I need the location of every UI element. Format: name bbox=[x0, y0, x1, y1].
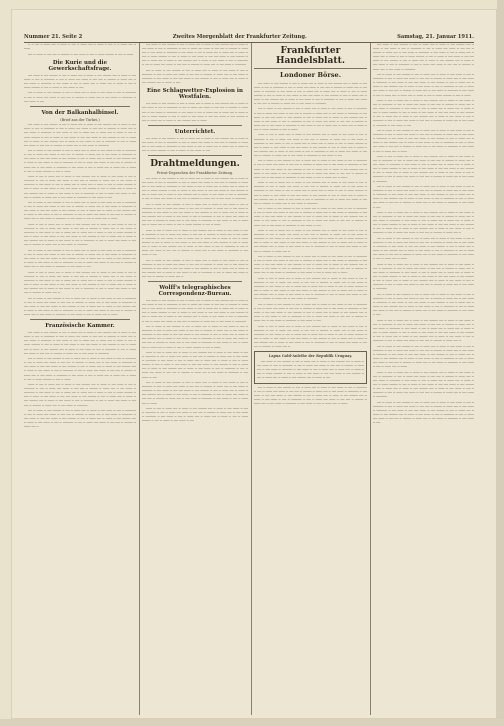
column-rule bbox=[251, 43, 252, 715]
headline-balkan: Von der Balkanhalbinsel. bbox=[41, 109, 119, 116]
running-head bbox=[24, 33, 474, 41]
headline-wolff: Wolff's telegraphisches Correspondenz-Bureau. bbox=[158, 285, 232, 298]
headline-unterrichtet: Unterrichtet. bbox=[174, 128, 216, 135]
headline-schlagwetter: Eine Schlagwetter-Explosion in Westfalen. bbox=[146, 88, 244, 101]
page-edge-bottom bbox=[0, 719, 504, 726]
column-3: Frankfurter Handelsblatt. Londoner Börse. ── ─── ─ ── ──── ─ ── ─ ─── ── ─ ─── ─ ── ──── ── ─ ─── ─ ── ─── ─ ── ─ ───── ─ ── ─ ─── ── ─── ─ ── ── ─ ──── ─ ─── ── ─ ── ─── ─ ───── ─ ── ─── ─ ── ─ ─── ── ─ ─── ── ─ ─── ─ ── ─ ─── ──── ─ ── ─ ─── ─ ── ─── ─ ── ── ─── ─ ── ──── ─ ── ─ ─── ── ─ ─── ─ ── ──── ── ─ ─── ─ ── ─── ─ ── ─ ───── ─ ── ─ ─── ── ─── ─ ── ── ─ ──── ─ ─── ── ─ ── ─── ─ ───── ── ─ ─── ─ ── ──── ─ ── ─ ─── ── ─ ─── ─ ── ─── ─ ── ─ ───── ─ ── ─ ─── ── ─── ─ ── ── ─ ──── ─ ─── ── ─ ── ─── ─ ───── ─ ── ─── ─ ── ── ─── ─ ── ──── ─ ── ─ ─── ── ─ ─── ─ ── ──── ── ─ ─── ─ ── ─── ─ ── ─ ───── ─ ── ─ ─── ── ─── ─ ── ── ─ ──── ─ ─── ── ─ ── ─── ─ ───── ─ ── ─── ─ ── ─ ─── ── ─ ─── ── ─ ─── ─ ── ─ ─── ──── ─ ── ─ ─── ─── ─ ── ─ ─── ── ─ ─── ─ ── ──── ── ─ ─── ─ ── ─── ─ ── ─ ───── ─ ── ─ ─── ── ─── ─ ── ── ─ ──── ─ ─── ── ─ ── ─── ─ ───── ─ ── ─── ─ ── ─ ─── ── ─ ─── ── ─ ─── ─ ── ─ ─── ──── ─ ── ─ ─── ─ ── ─── ─ ── ── ─── ─ ── ──── ─ ── ─ ─── ── ─ ─── ─ ── ──── ── ─ ─── ─ ── ─── ─ ── ─ ───── ─ ── ─ ─── ── ─── ─ ── ── ─ ──── ─ ─── ── ─ ── ─── ─ ───── ─ ── ─── ─ ── ── ─ ─── ─ ── ──── ─ ── ─ ─── ── ─ ─── ─ ── ─── ─ ── ─ ───── ─ ── ─ ─── ── ─── ─ ── ── ─ ──── ─ ─── ── ─ ── ─── ─ ───── ─ ── ─── ─ ── ── ─── ─ ── ──── ─ ── ─ ─── ── ─ ─── ─ ── ──── ── ─ ─── ─ ── ─── ─ ── ─ ───── ─ ── ─ ─── ── ─── ─ ── ── ─ ──── ─ ─── ── ─ ── ─── ─ ───── ─ ── ─── ─ ── ─ ─── ── ─ ─── ─── ─ ── ─ ─── ── ─ ─── ─ ── ──── ── ─ ─── ─ ── ─── ─ ── ─ ───── ─ ── ─ ─── ── ─── ─ ── ── ─ ──── ─ ─── ── ─ ── ─── ─ ───── ─ ── ─── ─ ── ─ ─── ── ─ ─── ── ─ ─── ─ ── ─ ─── ──── ─ ── ─ ─── ─ ── ─── ─ ── ── ─── ─ ── ──── ─ ── ─ ─── ── ─ ─── ─ ── ──── ── ─ ─── ─ ── ─── ─ ── ─ ───── ─ ── ─ ─── ── ─── ─ ── ── ─ ──── ─ ─── ── ─ ── ─── ─ ───── ── ─ ─── ─ ── ──── ─ ── ─ ─── ── ─ ─── ─ ── ─── ─ ── ─ ───── ─ ── ─ ─── ── ─── ─ ── ── ─ ──── ─ ─── ── ─ ── ─── ─ ───── ─ ── ─── ─ ── ── ─── ─ ── ──── ─ ── ─ ─── ── ─ ─── ─ ── ──── ── ─ ─── ─ ── ─── ─ ── ─ ───── ─ ── ─ ─── ── ─── ─ ── ── ─ ──── ─ ─── ── ─ ── ─── ─ ───── ─ ── ─── ─ ── ─── ─ ── ─ ─── ── ─ ─── ─ ── ──── ── ─ ─── ─ ── ─── ─ ── ─ ───── ─ ── ─ ─── ── ─── ─ ── ── ─ ──── ─ ─── ── ─ ── ─── ─ ───── ─ ── ─── ─ ── ─ ─── ── ─ ─── ── ─ ─── ─ ── ─ ─── ──── ─ ── ─ ─── ─ ── ─── ─ ── ── ─── ─ ── ──── ─ ── ─ ─── ── ─ ─── ─ ── ──── ── ─ ─── ─ ── ─── ─ ── ─ ───── ─ ── ─ ─── ── ─── ─ ── ── ─ ──── ─ ─── ── ─ ── ─ ─── ─ ── ──── ─ ── ─ ─── ── ─ ─── ─ ── ─── ─ ── ─ ───── ─ ── ─ ─── ── ─── ─ ── ── ─ ──── ─ ─── ── ─ ── ─── ─ ───── ─ ── ─── ─ ── ── ─── ─ ── ──── ─ ── ─ ─── ── ─ ─── ─ ── ──── ── ─ ─── ─ ── ─── ─ ── ─ ───── ─ ── ─ ─── ── ─── ─ ── ── ─ ──── ─ ─── ── ─ ── ─── ─ ───── ─ ── ─── ─ ── ─ ─── ── ─ ─── ─── ─ ── ─ ─── ── ─ ─── ─ ── ──── ── ─ ─── ─ ── ─── ─ ── ─ ───── ─ ── ─ ─── ── ─── ─ ── ── ─ ──── ─ ─── ── ─ ── ─── ─ ───── ─ ── ─── ─ ── ─ ─── ── ─ ─── ── ─ ─── ─ ── ─ ─── ──── ─ ── ─ ─── ─ ── ─── ─ ── ── ─── ─ ── ──── ─ ── ─ ─── ── ─ ─── ─ ── ──── ── ─ ─── ─ ── ─── ─ ── ─ ───── ─ ── ─ ─── ── ─── ─ ── ── ─ ──── ─ ─── ── ─ ── ─── ─ ───── ── ─ ─── ─ ── ──── ─ ── ─ ─── ── ─ ─── ─ ── ─── ─ ── ─ ───── ─ ── ─ ─── ── ─── ─ ── ── ─ ──── ─ ─── ── ─ ── ─── ─ ───── ─ ── ─── ─ ── ── ─── ─ ── ──── ─ ── ─ ─── ── ─ ─── ─ ── ──── ── ─ ─── ─ ── ─── ─ ── ─ ───── ─ ── ─ ─── ── ─── ─ ── ── ─ ──── ─ ─── ── ─ ── ─── ─ ───── ─ ── ─── ─ ── ─── ─ ── ─ ─── ── ─ ─── ─ ── ──── ── ─ ─── ─ ── ─── ─ ── ─ ───── ─ ── ─ ─── ── ─── ─ ── ── ─ ──── ─ ─── ── ─ ── ─── ─ ───── ─ ── ─── ─ ── ─ ─── ── ─ ─── ── ─ ─── ─ ── ─ ─── ──── ─ ── ─ ─── ─ ── ─── ─ ── ── ─── ─ ── ──── ─ ── ─ ─── ── ─ ─── ─ ── ──── ── ─ ─── ─ ── ─── ─ ── ─ ───── ─ ── ─ ─── ── ─── ─ ── ── ─ ──── ─ ─── ── ─ Lapua Gold-Anleihe der Republik Uruguay. ── ─── ─ ── ──── ─ ── ─ ─── ── ─ ─── ─ ── ──── ── ─ ─── ─ ── ─── ─ ── ─ ───── ─ ── ─ ─── ── ─── ─ ── ── ─ ──── ─ ─── ── ─ ── ─── ─ ───── ─ ── ─── ─ ── ─ ─── ── ─ ─── ── ─ ─── ─ ── ─ ─── ──── ─ ── ─ ─── ─ ── ─── ─ ── ── ─── ─ ── ──── ─ ── ─ ─── ── ─ ─── ─ ── ──── ── ─ ─── ─ ── ── ─ ─── ─ ── ──── ─ ── ─ ─── ── ─ ─── ─ ── ─── ─ ── ─ ───── ─ ── ─ ─── ── ─── ─ ── ── ─ ──── ─ ─── ── ─ ── ─── ─ ───── ─ ── ─── ─ ── ── ─── ─ ── ──── ─ ── ─ ─── ── ─ ─── ─ ── ──── ── ─ ─── ─ ── ─── ─ ── ─ ───── ─ ── ─ ─── ── ─── ─ ── ── ─ ──── ─ ─── ── ─ ── ─── ─ ───── ─ ── ─── ─ ── ─ ─── ── ─ ─── bbox=[254, 46, 367, 406]
masthead-title: Zweites Morgenblatt der Frankfurter Zeitung. bbox=[172, 34, 307, 40]
headline-londoner-boerse: Londoner Börse. bbox=[279, 71, 342, 79]
column-1: ─ ─ ── ─ ─── ── ─ ─── ─ ── ─ ─── ── ─ ─── ─ ── ─ ─ ─── ── ─ ─── ── ─ ─── ─ ── ── ─ ──── ─ ── ─── ─ ── ─ ─── ──── ─ ── ─ ─── Die Kurie und die Gewerkschaftsfrage. ── ─── ─ ── ──── ─ ── ─ ─── ── ─ ─── ─ ── ──── ── ─ ─── ─ ── ─── ─ ── ─ ───── ─ ── ─ ─── ── ─── ─ ── ── ─ ──── ─ ─── ── ─ ── ─── ─ ───── ─ ── ─── ─ ── ─ ─── ── ─ ─── ── ─ ─── ─ ── ─ ─── ──── ─ ── ─ ─── ─ ── ─── ─ ── ── ─ ─── ─ ── ──── ─ ── ─ ─── ── ─ ─── ─ ── ─── ─ ── ─ ───── ─ ── ─ ─── ── ─── ─ ── ── ─ ──── ─ ─── ── ─ ── ─── ─ ───── ─ ── ─── ─ ── Von der Balkanhalbinsel. (Brief aus der Türkei.) ── ─── ─ ── ──── ─ ── ─ ─── ── ─ ─── ─ ── ──── ── ─ ─── ─ ── ─── ─ ── ─ ───── ─ ── ─ ─── ── ─── ─ ── ── ─ ──── ─ ─── ── ─ ── ─── ─ ───── ─ ── ─── ─ ── ─ ─── ── ─ ─── ── ─ ─── ─ ── ─ ─── ──── ─ ── ─ ─── ─ ── ─── ─ ── ── ─── ─ ── ──── ─ ── ─ ─── ── ─ ─── ─ ── ──── ── ─ ─── ─ ── ─── ─ ── ─ ───── ─ ── ─ ─── ── ─── ─ ── ── ─ ──── ─ ─── ── ─ ── ─── ─ ───── ── ─ ─── ─ ── ──── ─ ── ─ ─── ── ─ ─── ─ ── ─── ─ ── ─ ───── ─ ── ─ ─── ── ─── ─ ── ── ─ ──── ─ ─── ── ─ ── ─── ─ ───── ─ ── ─── ─ ── ── ─── ─ ── ──── ─ ── ─ ─── ── ─ ─── ─ ── ──── ── ─ ─── ─ ── ─── ─ ── ─ ───── ─ ── ─ ─── ── ─── ─ ── ── ─ ──── ─ ─── ── ─ ── ─── ─ ───── ─ ── ─── ─ ── ─ ─── ── ─ ─── ── ─ ─── ─ ── ─ ─── ──── ─ ── ─ ─── ─── ─ ── ─ ─── ── ─ ─── ─ ── ──── ── ─ ─── ─ ── ─── ─ ── ─ ───── ─ ── ─ ─── ── ─── ─ ── ── ─ ──── ─ ─── ── ─ ── ─── ─ ───── ─ ── ─── ─ ── ─ ─── ── ─ ─── ── ─ ─── ─ ── ─ ─── ──── ─ ── ─ ─── ─ ── ─── ─ ── ── ─── ─ ── ──── ─ ── ─ ─── ── ─ ─── ─ ── ──── ── ─ ─── ─ ── ─── ─ ── ─ ───── ─ ── ─ ─── ── ─── ─ ── ── ─ ──── ─ ─── ── ─ ── ─── ─ ───── ─ ── ─── ─ ── ── ─ ─── ─ ── ──── ─ ── ─ ─── ── ─ ─── ─ ── ─── ─ ── ─ ───── ─ ── ─ ─── ── ─── ─ ── ── ─ ──── ─ ─── ── ─ ── ─── ─ ───── ─ ── ─── ─ ── ── ─── ─ ── ──── ─ ── ─ ─── ── ─ ─── ─ ── ──── ── ─ ─── ─ ── ─── ─ ── ─ ───── ─ ── ─ ─── ── ─── ─ ── ── ─ ──── ─ ─── ── ─ ── ─── ─ ───── ─ ── ─── ─ ── ─ ─── ── ─ ─── ─── ─ ── ─ ─── ── ─ ─── ─ ── ──── ── ─ ─── ─ ── ─── ─ ── ─ ───── ─ ── ─ ─── ── ─── ─ ── ── ─ ──── ─ ─── ── ─ ── ─── ─ ───── ─ ── ─── ─ ── ─ ─── ── ─ ─── ── ─ ─── ─ ── ─ ─── ──── ─ ── ─ ─── ─ ── ─── ─ ── ── ─── ─ ── ──── ─ ── ─ ─── ── ─ ─── ─ ── ──── ── ─ ─── ─ ── ─── ─ ── ─ ───── ─ ── ─ ─── ── ─── ─ ── ── ─ ──── ─ ─── ── ─ ── ─── ─ ───── ── ─ ─── ─ ── ──── ─ ── ─ ─── ── ─ ─── ─ ── ─── ─ ── ─ ───── ─ ── ─ ─── ── ─── ─ ── ── ─ ──── ─ ─── ── ─ ── ─── ─ ───── ─ ── ─── ─ ── ── ─── ─ ── ──── ─ ── ─ ─── ── ─ ─── ─ ── ──── ── ─ ─── ─ ── ─── ─ ── ─ ───── ─ ── ─ ─── ── ─── ─ ── ── ─ ──── ─ ─── ── ─ ── ─── ─ ───── ─ ── ─── ─ ── ─── ─ ── ─ ─── ── ─ ─── ─ ── ──── ── ─ ─── ─ ── ─── ─ ── ─ ───── ─ ── ─ ─── ── ─── ─ ── ── ─ ──── ─ ─── ── ─ ── ─── ─ ───── ─ ── ─── ─ ── ─ ─── ── ─ ─── ── ─ ─── ─ ── ─ ─── ──── ─ ── ─ ─── ─ ── ─── ─ ── ── ─── ─ ── ──── ─ ── ─ ─── ── ─ ─── ─ ── ──── ── ─ ─── ─ ── ─── ─ ── ─ ───── ─ ── ─ ─── ── ─── ─ ── ── ─ ──── ─ ─── ── ─ ── ─ ─── ─ ── ──── ─ ── ─ ─── ── ─ ─── ─ ── ─── ─ ── ─ ───── ─ ── ─ ─── ── ─── ─ ── ── ─ ──── ─ ─── ── ─ ── ─── ─ ───── ─ ── ─── ─ ── ── ─── ─ ── ──── ─ ── ─ ─── ── ─ ─── ─ ── ──── ── ─ ─── ─ ── ─── ─ ── ─ ───── ─ ── ─ ─── ── ─── ─ ── ── ─ ──── ─ ─── ── ─ ── ─── ─ ───── ─ ── ─── ─ ── ─ ─── ── ─ ─── Französische Kammer. ── ─── ─ ── ──── ─ ── ─ ─── ── ─ ─── ─ ── ──── ── ─ ─── ─ ── ─── ─ ── ─ ───── ─ ── ─ ─── ── ─── ─ ── ── ─ ──── ─ ─── ── ─ ── ─── ─ ───── ─ ── ─── ─ ── ─ ─── ── ─ ─── ── ─ ─── ─ ── ─ ─── ──── ─ ── ─ ─── ─ ── ─── ─ ── ── ─── ─ ── ──── ─ ── ─ ─── ── ─ ─── ─ ── ──── ── ─ ─── ─ ── ─── ─ ── ─ ───── ─ ── ─ ─── ── ─── ─ ── ── ─ ──── ─ ─── ── ─ ── ─── ─ ───── ── ─ ─── ─ ── ──── ─ ── ─ ─── ── ─ ─── ─ ── ─── ─ ── ─ ───── ─ ── ─ ─── ── ─── ─ ── ── ─ ──── ─ ─── ── ─ ── ─── ─ ───── ─ ── ─── ─ ── ── ─── ─ ── ──── ─ ── ─ ─── ── ─ ─── ─ ── ──── ── ─ ─── ─ ── ─── ─ ── ─ ───── ─ ── ─ ─── ── ─── ─ ── ── ─ ──── ─ ─── ── ─ ── ─── ─ ───── ─ ── ─── ─ ── ─ ─── ── ─ ─── ── ─ ─── ─ ── ─ ─── ──── ─ ── ─ ─── ─── ─ ── ─ ─── ── ─ ─── ─ ── ──── ── ─ ─── ─ ── ─── ─ ── ─ ───── ─ ── ─ ─── ── ─── ─ ── ── ─ ──── ─ ─── ── ─ ── ─── ─ ───── ─ ── ─── ─ ── ─ ─── ── ─ ─── ── ─ ─── ─ ── ─ ─── ──── ─ ── ─ ─── ─ ── ─── ─ ── ── ─── ─ ── ──── ─ ── ─ ─── ── ─ ─── ─ ── ──── ── ─ ─── ─ ── ─── ─ ── ─ ───── ─ ── ─ ─── ── ─── ─ ── ── ─ ──── ─ ─── ── ─ ── ─── ─ ───── ── ─ ─── ─ ── ──── ─ ── ─ ─── ── ─ ─── ─ ── ─── ─ ── ─ ───── ─ ── ─ ─── ── ─── ─ ── ── ─ ──── ─ ─── ── ─ ── ─── ─ ───── ─ ── ─── ─ ── ── ─── ─ ── ──── ─ ── ─ ─── ── ─ ─── ─ ── ──── ── ─ ─── ─ ── ─── ─ ── ─ ───── ─ ── ─ ─── ── ─── ─ ── ── ─ ──── ─ ─── ── ─ bbox=[24, 43, 136, 430]
page-number: Nummer 21. Seite 2 bbox=[24, 34, 83, 40]
notice-box: Lapua Gold-Anleihe der Republik Uruguay. ── ─── ─ ── ──── ─ ── ─ ─── ── ─ ─── ─ ── ──── ── ─ ─── ─ ── ─── ─ ── ─ ───── ─ ── ─ ─── ── ─── ─ ── ── ─ ──── ─ ─── ── ─ ── ─── ─ ───── ─ ── ─── ─ ── ─ ─── ── ─ ─── ── ─ ─── ─ ── ─ ─── ──── ─ ── ─ ─── ─ ── ─── ─ ── ── ─── ─ ── ──── ─ ── ─ ─── ── ─ ─── ─ ── ──── ── ─ ─── ─ ── bbox=[254, 351, 367, 383]
headline-gewerkschaftsfrage: Die Kurie und die Gewerkschaftsfrage. bbox=[48, 59, 112, 72]
issue-date: Samstag, 21. Januar 1911. bbox=[397, 34, 474, 40]
subhead-privat-depeschen: Privat-Depeschen der Frankfurter Zeitung. bbox=[156, 171, 234, 176]
headline-drahtmeldungen: Drahtmeldungen. bbox=[150, 159, 240, 170]
section-title-handelsblatt: Frankfurter Handelsblatt. bbox=[275, 46, 346, 66]
column-rule bbox=[139, 43, 140, 715]
column-4: ── ─── ─ ── ──── ─ ── ─ ─── ── ─ ─── ─ ── ──── ── ─ ─── ─ ── ─── ─ ── ─ ───── ─ ── ─ ─── ── ─── ─ ── ── ─ ──── ─ ─── ── ─ ── ─── ─ ───── ─ ── ─── ─ ── ─ ─── ── ─ ─── ── ─ ─── ─ ── ─ ─── ──── ─ ── ─ ─── ─ ── ─── ─ ── ── ─── ─ ── ──── ─ ── ─ ─── ── ─ ─── ─ ── ──── ── ─ ─── ─ ── ─── ─ ── ─ ───── ─ ── ─ ─── ── ─── ─ ── ── ─ ──── ─ ─── ── ─ ── ─── ─ ───── ── ─ ─── ─ ── ──── ─ ── ─ ─── ── ─ ─── ─ ── ─── ─ ── ─ ───── ─ ── ─ ─── ── ─── ─ ── ── ─ ──── ─ ─── ── ─ ── ─── ─ ───── ─ ── ─── ─ ── ── ─── ─ ── ──── ─ ── ─ ─── ── ─ ─── ─ ── ──── ── ─ ─── ─ ── ─── ─ ── ─ ───── ─ ── ─ ─── ── ─── ─ ── ── ─ ──── ─ ─── ── ─ ── ─── ─ ───── ─ ── ─── ─ ── ─ ─── ── ─ ─── ── ─ ─── ─ ── ─ ─── ──── ─ ── ─ ─── ─── ─ ── ─ ─── ── ─ ─── ─ ── ──── ── ─ ─── ─ ── ─── ─ ── ─ ───── ─ ── ─ ─── ── ─── ─ ── ── ─ ──── ─ ─── ── ─ ── ─── ─ ───── ─ ── ─── ─ ── ─ ─── ── ─ ─── ── ─ ─── ─ ── ─ ─── ──── ─ ── ─ ─── ─ ── ─── ─ ── ── ─── ─ ── ──── ─ ── ─ ─── ── ─ ─── ─ ── ──── ── ─ ─── ─ ── ─── ─ ── ─ ───── ─ ── ─ ─── ── ─── ─ ── ── ─ ──── ─ ─── ── ─ ── ─── ─ ───── ─ ── ─── ─ ── ── ─ ─── ─ ── ──── ─ ── ─ ─── ── ─ ─── ─ ── ─── ─ ── ─ ───── ─ ── ─ ─── ── ─── ─ ── ── ─ ──── ─ ─── ── ─ ── ─── ─ ───── ─ ── ─── ─ ── ── ─── ─ ── ──── ─ ── ─ ─── ── ─ ─── ─ ── ──── ── ─ ─── ─ ── ─── ─ ── ─ ───── ─ ── ─ ─── ── ─── ─ ── ── ─ ──── ─ ─── ── ─ ── ─── ─ ───── ─ ── ─── ─ ── ─ ─── ── ─ ─── ─── ─ ── ─ ─── ── ─ ─── ─ ── ──── ── ─ ─── ─ ── ─── ─ ── ─ ───── ─ ── ─ ─── ── ─── ─ ── ── ─ ──── ─ ─── ── ─ ── ─── ─ ───── ─ ── ─── ─ ── ─ ─── ── ─ ─── ── ─ ─── ─ ── ─ ─── ──── ─ ── ─ ─── ─ ── ─── ─ ── ── ─── ─ ── ──── ─ ── ─ ─── ── ─ ─── ─ ── ──── ── ─ ─── ─ ── ─── ─ ── ─ ───── ─ ── ─ ─── ── ─── ─ ── ── ─ ──── ─ ─── ── ─ ── ─── ─ ───── ── ─ ─── ─ ── ──── ─ ── ─ ─── ── ─ ─── ─ ── ─── ─ ── ─ ───── ─ ── ─ ─── ── ─── ─ ── ── ─ ──── ─ ─── ── ─ ── ─── ─ ───── ─ ── ─── ─ ── ── ─── ─ ── ──── ─ ── ─ ─── ── ─ ─── ─ ── ──── ── ─ ─── ─ ── ─── ─ ── ─ ───── ─ ── ─ ─── ── ─── ─ ── ── ─ ──── ─ ─── ── ─ ── ─── ─ ───── ─ ── ─── ─ ── ─── ─ ── ─ ─── ── ─ ─── ─ ── ──── ── ─ ─── ─ ── ─── ─ ── ─ ───── ─ ── ─ ─── ── ─── ─ ── ── ─ ──── ─ ─── ── ─ ── ─── ─ ───── ─ ── ─── ─ ── ─ ─── ── ─ ─── ── ─ ─── ─ ── ─ ─── ──── ─ ── ─ ─── ─ ── ─── ─ ── ── ─── ─ ── ──── ─ ── ─ ─── ── ─ ─── ─ ── ──── ── ─ ─── ─ ── ─── ─ ── ─ ───── ─ ── ─ ─── ── ─── ─ ── ── ─ ──── ─ ─── ── ─ ── ─ ─── ─ ── ──── ─ ── ─ ─── ── ─ ─── ─ ── ─── ─ ── ─ ───── ─ ── ─ ─── ── ─── ─ ── ── ─ ──── ─ ─── ── ─ ── ─── ─ ───── ─ ── ─── ─ ── ── ─── ─ ── ──── ─ ── ─ ─── ── ─ ─── ─ ── ──── ── ─ ─── ─ ── ─── ─ ── ─ ───── ─ ── ─ ─── ── ─── ─ ── ── ─ ──── ─ ─── ── ─ ── ─── ─ ───── ─ ── ─── ─ ── ─ ─── ── ─ ─── ─── ─ ── ─ ─── ── ─ ─── ─ ── ──── ── ─ ─── ─ ── ─── ─ ── ─ ───── ─ ── ─ ─── ── ─── ─ ── ── ─ ──── ─ ─── ── ─ ── ─── ─ ───── ─ ── ─── ─ ── ─ ─── ── ─ ─── ── ─ ─── ─ ── ─ ─── ──── ─ ── ─ ─── ─ ── ─── ─ ── ── ─── ─ ── ──── ─ ── ─ ─── ── ─ ─── ─ ── ──── ── ─ ─── ─ ── ─── ─ ── ─ ───── ─ ── ─ ─── ── ─── ─ ── ── ─ ──── ─ ─── ── ─ ── ─── ─ ───── ── ─ ─── ─ ── ──── ─ ── ─ ─── ── ─ ─── ─ ── ─── ─ ── ─ ───── ─ ── ─ ─── ── ─── ─ ── ── ─ ──── ─ ─── ── ─ ── ─── ─ ───── ─ ── ─── ─ ── ── ─── ─ ── ──── ─ ── ─ ─── ── ─ ─── ─ ── ──── ── ─ ─── ─ ── ─── ─ ── ─ ───── ─ ── ─ ─── ── ─── ─ ── ── ─ ──── ─ ─── ── ─ ── ─── ─ ───── ─ ── ─── ─ ── ─── ─ ── ─ ─── ── ─ ─── ─ ── ──── ── ─ ─── ─ ── ─── ─ ── ─ ───── ─ ── ─ ─── ── ─── ─ ── ── ─ ──── ─ ─── ── ─ ── ─── ─ ───── ─ ── ─── ─ ── ─ ─── ── ─ ─── ── ─ ─── ─ ── ─ ─── ──── ─ ── ─ ─── ─ ── ─── ─ ── ── ─── ─ ── ──── ─ ── ─ ─── ── ─ ─── ─ ── ──── ── ─ ─── ─ ── ─── ─ ── ─ ───── ─ ── ─ ─── ── ─── ─ ── ── ─ ──── ─ ─── ── ─ ── ─ ─── ─ ── ──── ─ ── ─ ─── ── ─ ─── ─ ── ─── ─ ── ─ ───── ─ ── ─ ─── ── ─── ─ ── ── ─ ──── ─ ─── ── ─ ── ─── ─ ───── ─ ── ─── ─ ── ── ─── ─ ── ──── ─ ── ─ ─── ── ─ ─── ─ ── ──── ── ─ ─── ─ ── ─── ─ ── ─ ───── ─ ── ─ ─── ── ─── ─ ── ── ─ ──── ─ ─── ── ─ ── ─── ─ ───── ─ ── ─── ─ ── ─ ─── ── ─ ─── ─── ─ ── ─ ─── ── ─ ─── ─ ── ──── ── ─ ─── ─ ── ─── ─ ── ─ ───── ─ ── ─ ─── ── ─── ─ ── ── ─ ──── ─ ─── ── ─ ── ─── ─ ───── ─ ── ─── ─ ── ─ ─── ── ─ ─── ── ─ ─── ─ ── ─ ─── ──── ─ ── ─ ─── ─ ── ─── ─ ── ── ─── ─ ── ──── ─ ── ─ ─── ── ─ ─── ─ ── ──── ── ─ ─── ─ ── ─── ─ ── ─ ───── ─ ── ─ ─── ── ─── ─ ── ── ─ ──── ─ ─── ── ─ ── ─── ─ ───── ── ─ ─── ─ ── ──── ─ ── ─ ─── ── ─ ─── ─ ── ─── ─ ── ─ ───── ─ ── ─ ─── ── ─── ─ ── ── ─ ──── ─ ─── ── ─ ── ─── ─ ───── ─ ── ─── ─ ── ── ─── ─ ── ──── ─ ── ─ ─── ── ─ ─── ─ ── ──── ── ─ ─── ─ ── ─── ─ ── ─ ───── ─ ── ─ ─── ── ─── ─ ── ── ─ ──── ─ ─── ── ─ ── ─── ─ ───── ─ ── ─── ─ ── bbox=[373, 43, 474, 426]
subhead-balkan: (Brief aus der Türkei.) bbox=[60, 117, 100, 122]
column-2: ── ─── ─ ── ──── ─ ── ─ ─── ── ─ ─── ─ ── ──── ── ─ ─── ─ ── ─── ─ ── ─ ───── ─ ── ─ ─── ── ─── ─ ── ── ─ ──── ─ ─── ── ─ ── ─── ─ ───── ─ ── ─── ─ ── ─ ─── ── ─ ─── ── ─ ─── ─ ── ─ ─── ──── ─ ── ─ ─── ─ ── ─── ─ ── ── ─── ─ ── ──── ─ ── ─ ─── ── ─ ─── ─ ── ──── ── ─ ─── ─ ── ─── ─ ── ─ ───── ─ ── ─ ─── ── ─── ─ ── ── ─ ──── ─ ─── ── ─ ── ─── ─ ───── ── ─ ─── ─ ── ──── ─ ── ─ ─── ── ─ ─── ─ ── ─── ─ ── ─ ───── ─ ── ─ ─── ── ─── ─ ── ── ─ ──── ─ ─── ── ─ ── ─── ─ ───── ─ ── ─── ─ ── ── ─── ─ ── ──── ─ ── ─ ─── ── ─ ─── ─ ── ──── ── ─ ─── ─ ── Eine Schlagwetter-Explosion in Westfalen. ── ─── ─ ── ──── ─ ── ─ ─── ── ─ ─── ─ ── ──── ── ─ ─── ─ ── ─── ─ ── ─ ───── ─ ── ─ ─── ── ─── ─ ── ── ─ ──── ─ ─── ── ─ ── ─── ─ ───── ─ ── ─── ─ ── ─ ─── ── ─ ─── ── ─ ─── ─ ── ─ ─── ──── ─ ── ─ ─── ─ ── ─── ─ ── ── ─── ─ ── ──── ─ ── ─ ─── ── ─ ─── ─ ── ──── ── ─ ─── Unterrichtet. ── ─── ─ ── ──── ─ ── ─ ─── ── ─ ─── ─ ── ──── ── ─ ─── ─ ── ─── ─ ── ─ ───── ─ ── ─ ─── ── ─── ─ ── ── ─ ──── ─ ─── ── ─ ── ─── ─ ───── ─ ── ─── ─ ── ─ ─── ── ─ ─── ── ─ ─── ─ ── ─ ─── ──── ─ ── ─ ─── ─ ── ─── ─ ── Drahtmeldungen. Privat-Depeschen der Frankfurter Zeitung. ── ─── ─ ── ──── ─ ── ─ ─── ── ─ ─── ─ ── ──── ── ─ ─── ─ ── ─── ─ ── ─ ───── ─ ── ─ ─── ── ─── ─ ── ── ─ ──── ─ ─── ── ─ ── ─── ─ ───── ─ ── ─── ─ ── ─ ─── ── ─ ─── ── ─ ─── ─ ── ─ ─── ──── ─ ── ─ ─── ─ ── ─── ─ ── ── ─── ─ ── ──── ─ ── ─ ─── ── ─ ─── ─ ── ──── ── ─ ─── ─ ── ─── ─ ── ─ ───── ─ ── ─ ─── ── ─── ─ ── ── ─ ──── ─ ─── ── ─ ── ─── ─ ───── ── ─ ─── ─ ── ──── ─ ── ─ ─── ── ─ ─── ─ ── ─── ─ ── ─ ───── ─ ── ─ ─── ── ─── ─ ── ── ─ ──── ─ ─── ── ─ ── ─── ─ ───── ─ ── ─── ─ ── ── ─── ─ ── ──── ─ ── ─ ─── ── ─ ─── ─ ── ──── ── ─ ─── ─ ── ─── ─ ── ─ ───── ─ ── ─ ─── ── ─── ─ ── ── ─ ──── ─ ─── ── ─ ── ─── ─ ───── ─ ── ─── ─ ── ─ ─── ── ─ ─── ── ─ ─── ─ ── ─ ─── ──── ─ ── ─ ─── ─── ─ ── ─ ─── ── ─ ─── ─ ── ──── ── ─ ─── ─ ── ─── ─ ── ─ ───── ─ ── ─ ─── ── ─── ─ ── ── ─ ──── ─ ─── ── ─ ── ─── ─ ───── ─ ── ─── ─ ── ─ ─── ── ─ ─── ── ─ ─── ─ ── ─ ─── ──── ─ ── ─ ─── ─ ── ─── ─ ── ── ─── ─ ── ──── ─ ── ─ ─── ── ─ ─── ─ ── ──── ── ─ ─── ─ ── ─── ─ ── ─ ───── ─ ── ─ ─── ── ─── ─ ── ── ─ ──── ─ ─── ── ─ ── ─── ─ ───── ─ ── ─── ─ ── ── ─ ─── ─ ── ──── ─ ── ─ ─── ── ─ ─── ─ ── ─── ─ ── ─ ───── ─ ── ─ ─── ── ─── ─ ── ── ─ ──── ─ ─── ── ─ ── ─── ─ ───── ─ ── ─── ─ ── ── ─── ─ ── ──── ─ ── ─ ─── ── ─ ─── ─ ── ──── ── ─ ─── ─ ── ─── ─ ── ─ ───── ─ ── ─ ─── ── ─── ─ ── ── ─ ──── ─ ─── ── ─ Wolff's telegraphisches Correspondenz-Bureau. ── ─── ─ ── ──── ─ ── ─ ─── ── ─ ─── ─ ── ──── ── ─ ─── ─ ── ─── ─ ── ─ ───── ─ ── ─ ─── ── ─── ─ ── ── ─ ──── ─ ─── ── ─ ── ─── ─ ───── ─ ── ─── ─ ── ─ ─── ── ─ ─── ── ─ ─── ─ ── ─ ─── ──── ─ ── ─ ─── ─ ── ─── ─ ── ── ─── ─ ── ──── ─ ── ─ ─── ── ─ ─── ─ ── ──── ── ─ ─── ─ ── ─── ─ ── ─ ───── ─ ── ─ ─── ── ─── ─ ── ── ─ ──── ─ ─── ── ─ ── ─── ─ ───── ── ─ ─── ─ ── ──── ─ ── ─ ─── ── ─ ─── ─ ── ─── ─ ── ─ ───── ─ ── ─ ─── ── ─── ─ ── ── ─ ──── ─ ─── ── ─ ── ─── ─ ───── ─ ── ─── ─ ── ── ─── ─ ── ──── ─ ── ─ ─── ── ─ ─── ─ ── ──── ── ─ ─── ─ ── ─── ─ ── ─ ───── ─ ── ─ ─── ── ─── ─ ── ── ─ ──── ─ ─── ── ─ ── ─── ─ ───── ─ ── ─── ─ ── ─ ─── ── ─ ─── ── ─ ─── ─ ── ─ ─── ──── ─ ── ─ ─── ─── ─ ── ─ ─── ── ─ ─── ─ ── ──── ── ─ ─── ─ ── ─── ─ ── ─ ───── ─ ── ─ ─── ── ─── ─ ── ── ─ ──── ─ ─── ── ─ ── ─── ─ ───── ─ ── ─── ─ ── ─ ─── ── ─ ─── ── ─ ─── ─ ── ─ ─── ──── ─ ── ─ ─── ─ ── ─── ─ ── ── ─── ─ ── ──── ─ ── ─ ─── ── ─ ─── ─ ── ──── ── ─ ─── ─ ── ─── ─ ── ─ ───── ─ ── ─ ─── ── ─── ─ ── ── ─ ──── ─ ─── ── ─ ── ─── ─ ───── ─ ── ─── ─ ── ── ─ ─── ─ ── ──── ─ ── ─ ─── ── ─ ─── ─ ── ─── ─ ── ─ ───── ─ ── ─ ─── ── ─── ─ ── ── ─ ──── ─ ─── ── ─ ── ─── ─ ───── ─ ── ─── ─ ── ── ─── ─ ── ──── ─ ── ─ ─── ── ─ ─── ─ ── ──── ── ─ ─── ─ ── ─── ─ ── ─ ───── ─ ── ─ ─── ── ─── ─ ── ── ─ ──── ─ ─── ── ─ ── ─── ─ ───── ─ ── ─── ─ ── ─ ─── ── ─ ─── ─── ─ ── ─ ─── ── ─ ─── ─ ── ──── ── ─ ─── ─ ── ─── ─ ── ─ ───── ─ ── ─ ─── ── ─── ─ ── ── ─ ──── ─ ─── ── ─ ── ─── ─ ───── ─ ── ─── ─ ── ─ ─── ── ─ ─── ── ─ ─── ─ ── ─ ─── ──── ─ ── ─ ─── ─ ── ─── ─ ── bbox=[142, 43, 248, 424]
column-rule bbox=[370, 43, 371, 715]
page-edge bbox=[497, 0, 504, 726]
notice-title: Lapua Gold-Anleihe der Republik Uruguay. bbox=[268, 354, 353, 359]
headline-kammer: Französische Kammer. bbox=[45, 323, 115, 330]
